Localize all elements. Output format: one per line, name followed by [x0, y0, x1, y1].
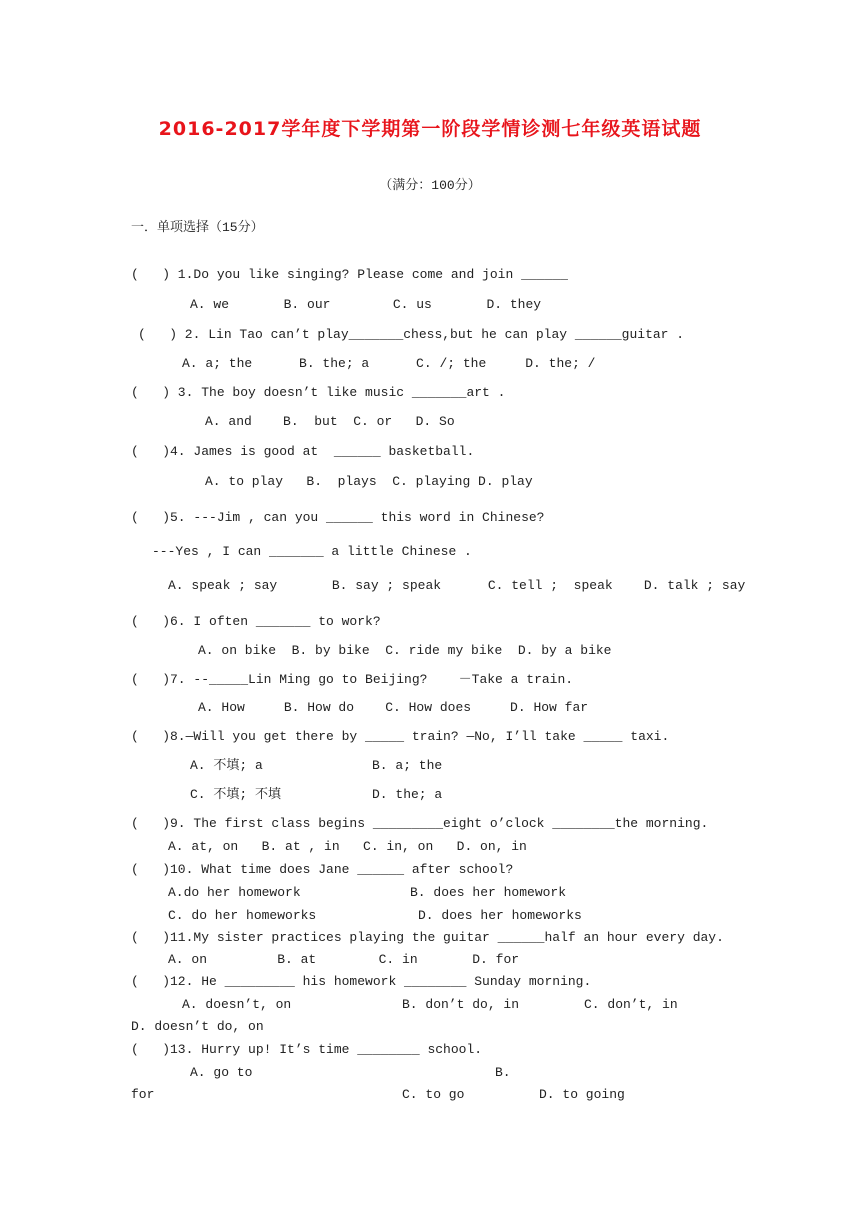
- question-3: ( ) 3. The boy doesn’t like music _______art .: [131, 385, 506, 400]
- question-8: ( )8.—Will you get there by _____ train? —No, I’ll take _____ taxi.: [131, 729, 670, 744]
- question-7-options: A. How B. How do C. How does D. How far: [198, 700, 589, 715]
- question-8-option-a: A. 不填; a: [190, 758, 263, 773]
- question-13: ( )13. Hurry up! It’s time ________ school.: [131, 1042, 483, 1057]
- question-6: ( )6. I often _______ to work?: [131, 614, 381, 629]
- question-9: ( )9. The first class begins _________eight o’clock ________the morning.: [131, 816, 709, 831]
- question-10-option-b: B. does her homework: [410, 885, 567, 900]
- question-2: ( ) 2. Lin Tao can’t play_______chess,but he can play ______guitar .: [138, 327, 685, 342]
- question-13-option-d: D. to going: [539, 1087, 625, 1102]
- question-12-option-c: C. don’t, in: [584, 997, 678, 1012]
- question-11-options: A. on B. at C. in D. for: [168, 952, 520, 967]
- exam-title: 2016-2017学年度下学期第一阶段学情诊测七年级英语试题: [158, 118, 702, 140]
- question-13-option-b-text: for: [131, 1087, 155, 1102]
- question-1-options: A. we B. our C. us D. they: [190, 297, 542, 312]
- question-4-options: A. to play B. plays C. playing D. play: [205, 474, 533, 489]
- question-7: ( )7. --_____Lin Ming go to Beijing? －Take a train.: [131, 672, 574, 687]
- question-3-options: A. and B. but C. or D. So: [205, 414, 455, 429]
- question-13-option-c: C. to go: [402, 1087, 465, 1102]
- question-10-option-d: D. does her homeworks: [418, 908, 582, 923]
- question-11: ( )11.My sister practices playing the guitar ______half an hour every day.: [131, 930, 724, 945]
- question-5-options: A. speak ; say B. say ; speak C. tell ; speak D. talk ; say: [168, 578, 746, 593]
- question-8-option-b: B. a; the: [372, 758, 443, 773]
- question-1: ( ) 1.Do you like singing? Please come and join ______: [131, 267, 568, 282]
- question-5-reply: ---Yes , I can _______ a little Chinese .: [152, 544, 472, 559]
- question-12-option-d: D. doesn’t do, on: [131, 1019, 264, 1034]
- question-2-options: A. a; the B. the; a C. /; the D. the; /: [182, 356, 596, 371]
- question-4: ( )4. James is good at ______ basketball.: [131, 444, 475, 459]
- question-10: ( )10. What time does Jane ______ after school?: [131, 862, 514, 877]
- question-5: ( )5. ---Jim , can you ______ this word in Chinese?: [131, 510, 545, 525]
- question-9-options: A. at, on B. at , in C. in, on D. on, in: [168, 839, 527, 854]
- question-10-option-a: A.do her homework: [168, 885, 301, 900]
- question-12-option-a: A. doesn’t, on: [182, 997, 292, 1012]
- question-8-option-c: C. 不填; 不填: [190, 787, 282, 802]
- question-13-option-a: A. go to: [190, 1065, 253, 1080]
- question-6-options: A. on bike B. by bike C. ride my bike D. by a bike: [198, 643, 612, 658]
- question-8-option-d: D. the; a: [372, 787, 443, 802]
- full-score-note: （满分：100分）: [379, 178, 481, 193]
- question-12: ( )12. He _________ his homework ________ Sunday morning.: [131, 974, 592, 989]
- question-12-option-b: B. don’t do, in: [402, 997, 520, 1012]
- section-heading: 一．单项选择（15分）: [131, 220, 264, 235]
- question-10-option-c: C. do her homeworks: [168, 908, 317, 923]
- question-13-option-b-label: B.: [495, 1065, 511, 1080]
